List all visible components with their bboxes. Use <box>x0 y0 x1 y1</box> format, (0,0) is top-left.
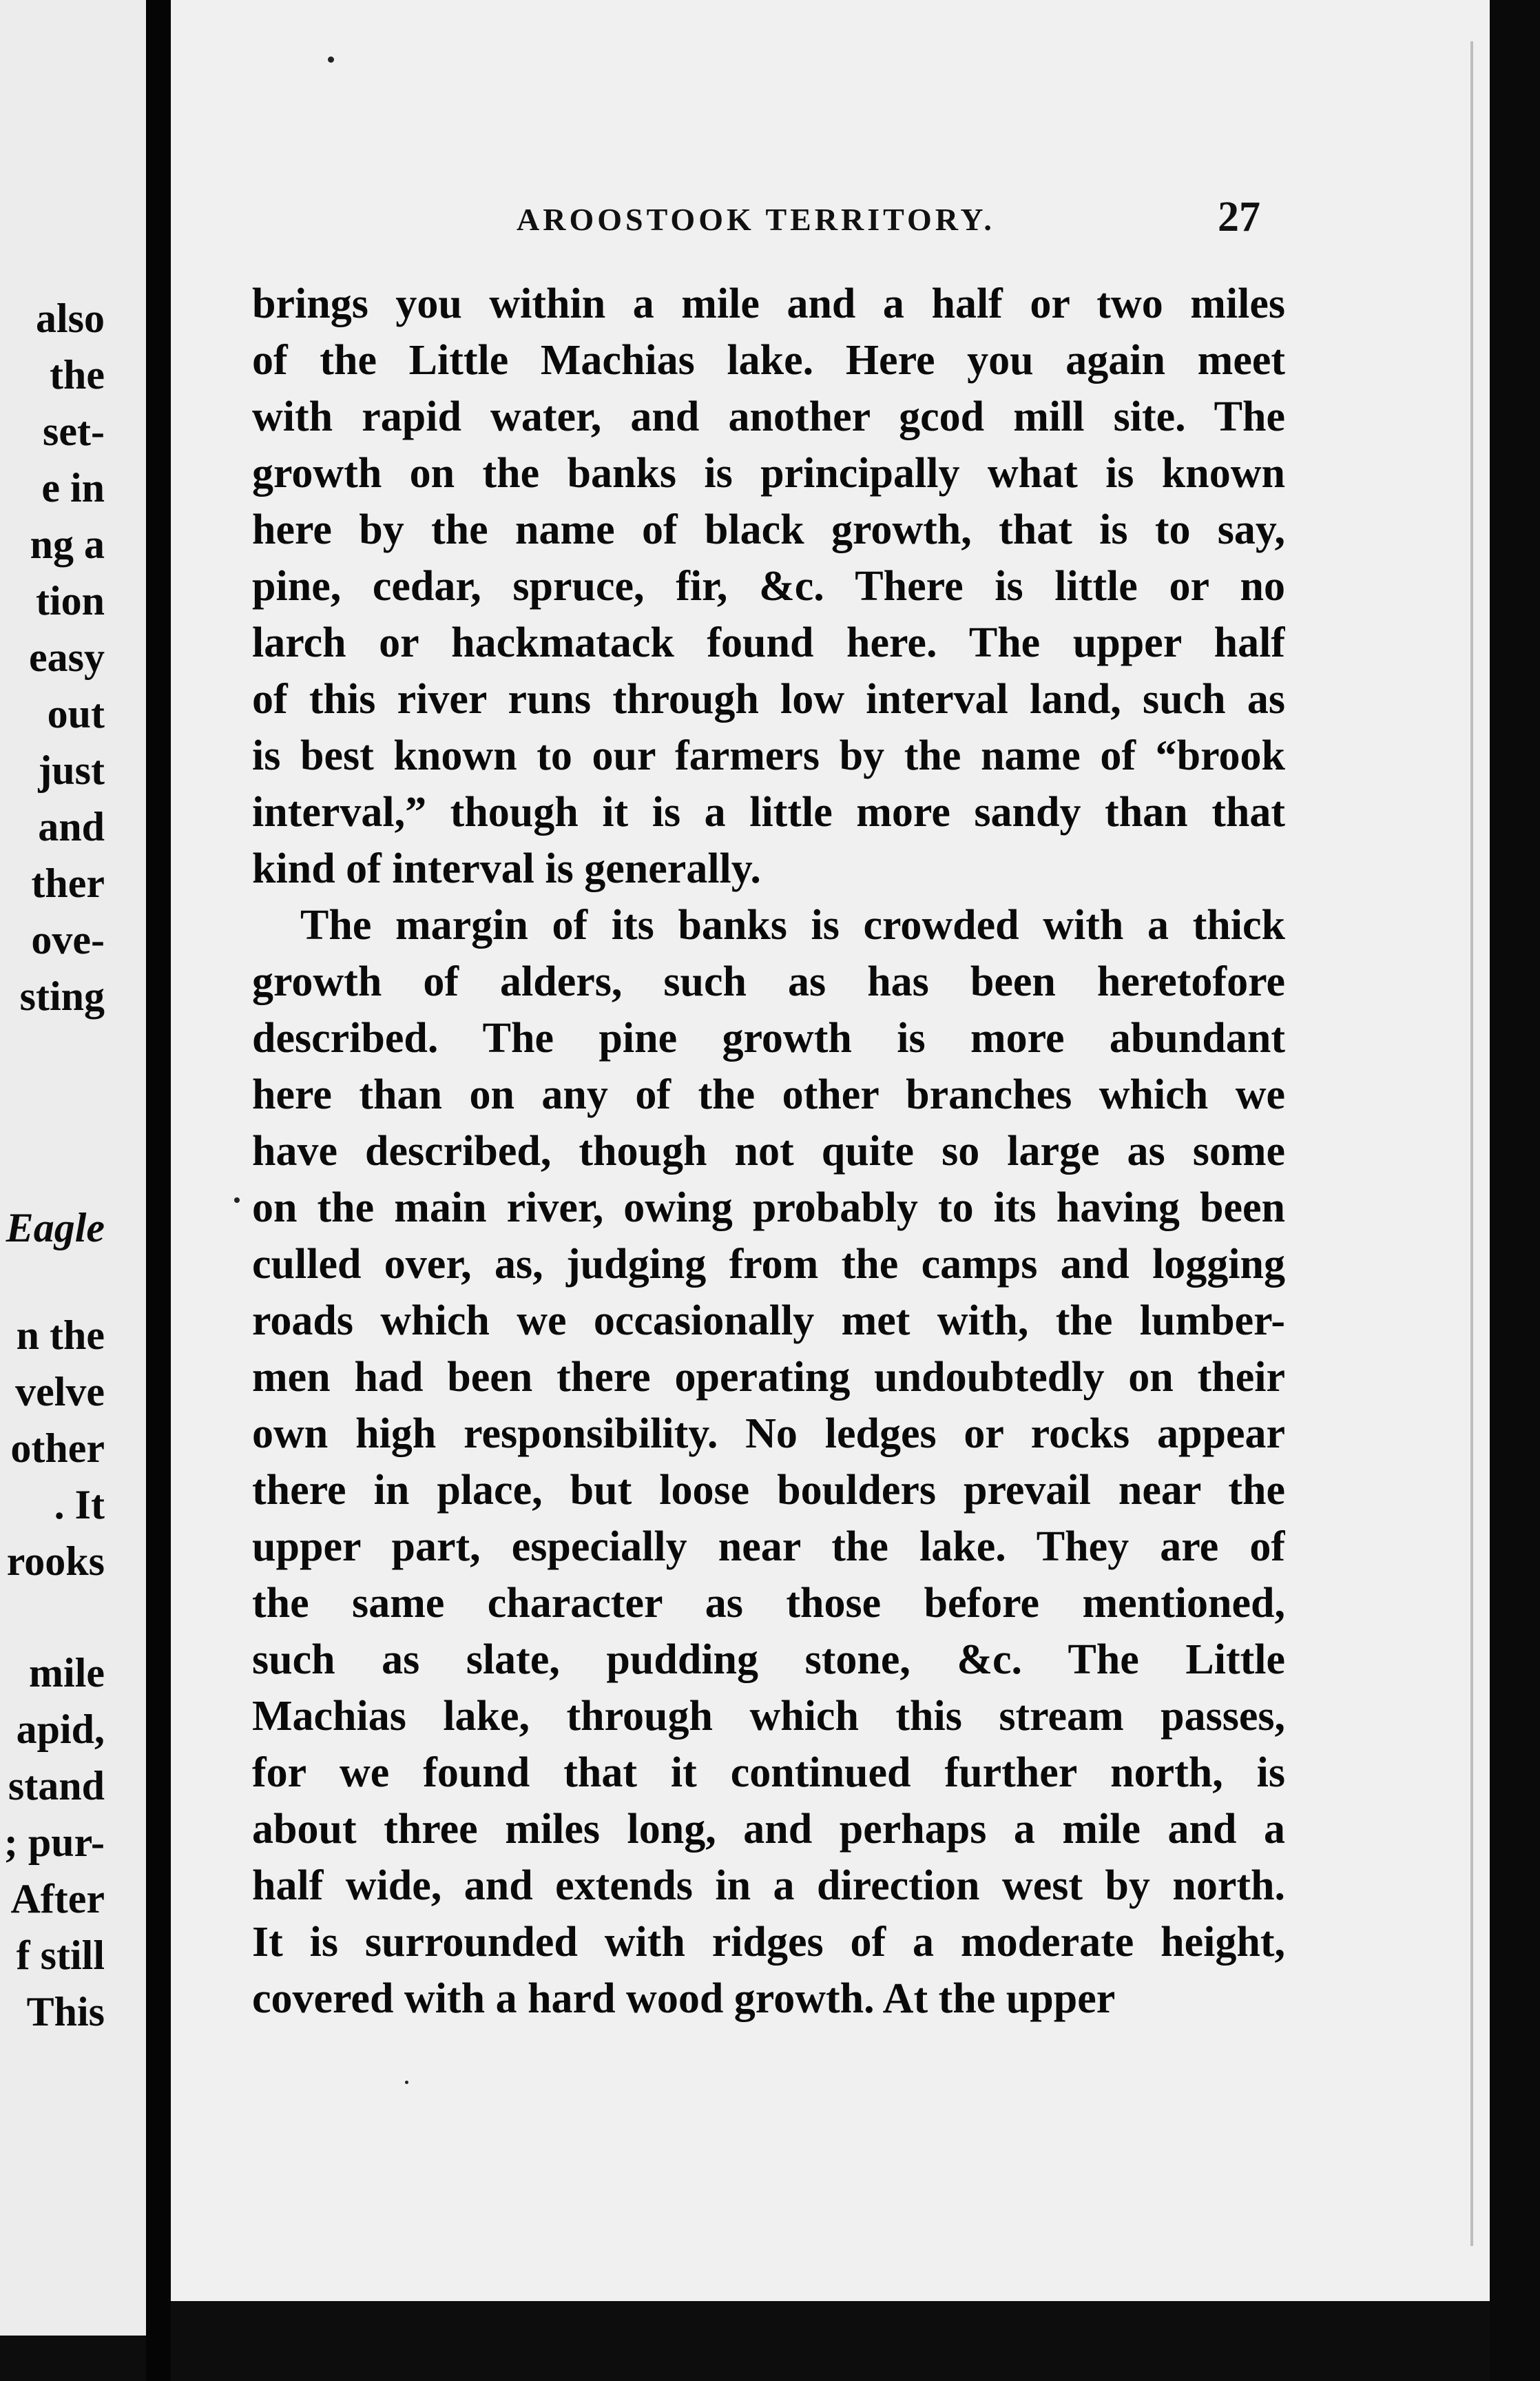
text-line: larch or hackmatack found here. The upper half <box>252 619 1285 666</box>
left-page-fragment: apid, <box>16 1707 105 1752</box>
left-page-fragment: f still <box>16 1932 105 1978</box>
left-page-text-fragments <box>0 0 146 2336</box>
text-line: The margin of its banks is crowded with a thick <box>300 902 1285 949</box>
left-page-fragment: out <box>47 691 105 736</box>
left-page-fragment: easy <box>29 635 105 680</box>
left-page-fragment: ng a <box>30 522 105 567</box>
left-page-fragment: ove- <box>31 917 105 962</box>
text-line: on the main river, owing probably to its having been <box>252 1184 1285 1231</box>
running-head: AROOSTOOK TERRITORY. <box>517 202 995 237</box>
left-page-fragment: the <box>50 352 105 398</box>
text-line: own high responsibility. No ledges or rocks appear <box>252 1410 1285 1457</box>
left-page-fragment: stand <box>8 1763 105 1808</box>
text-line: growth of alders, such as has been heretofore <box>252 958 1285 1005</box>
text-line: is best known to our farmers by the name of “brook <box>252 732 1285 779</box>
text-line: about three miles long, and perhaps a mile and a <box>252 1806 1285 1853</box>
left-page-fragment: also <box>35 296 105 341</box>
text-line: such as slate, pudding stone, &c. The Little <box>252 1636 1285 1683</box>
text-line: men had been there operating undoubtedly on their <box>252 1354 1285 1401</box>
left-facing-page <box>0 0 146 2336</box>
text-line: there in place, but loose boulders prevail near the <box>252 1467 1285 1514</box>
left-page-fragment: other <box>10 1425 105 1471</box>
text-line: the same character as those before mentioned, <box>252 1580 1285 1627</box>
text-line: culled over, as, judging from the camps and logging <box>252 1241 1285 1288</box>
left-page-fragment: tion <box>35 578 105 623</box>
left-page-fragment: ther <box>31 860 105 906</box>
left-page-fragment: After <box>10 1876 105 1921</box>
text-line: described. The pine growth is more abundant <box>252 1015 1285 1062</box>
text-line: here than on any of the other branches which we <box>252 1071 1285 1118</box>
ink-speck <box>234 1197 240 1203</box>
text-line: interval,” though it is a little more sandy than that <box>252 789 1285 836</box>
text-line: here by the name of black growth, that is to say, <box>252 506 1285 553</box>
body-text <box>252 276 1285 2027</box>
left-page-fragment: and <box>38 804 105 849</box>
ink-speck <box>328 56 334 63</box>
left-page-fragment: ; pur- <box>3 1820 105 1865</box>
text-line: of this river runs through low interval land, such as <box>252 676 1285 723</box>
text-line: of the Little Machias lake. Here you again meet <box>252 337 1285 384</box>
page-number: 27 <box>1218 194 1260 240</box>
text-line: pine, cedar, spruce, fir, &c. There is little or no <box>252 563 1285 610</box>
text-line: for we found that it continued further north, is <box>252 1749 1285 1796</box>
left-page-fragment: velve <box>15 1369 105 1414</box>
text-line: upper part, especially near the lake. They are of <box>252 1523 1285 1570</box>
text-line: Machias lake, through which this stream passes, <box>252 1693 1285 1740</box>
left-page-fragment: Eagle <box>6 1205 105 1250</box>
left-page-fragment: rooks <box>6 1538 105 1584</box>
book-page-edge <box>1490 0 1540 2381</box>
text-line: growth on the banks is principally what is known <box>252 450 1285 497</box>
page-edge-line <box>1470 41 1473 2246</box>
book-gutter <box>146 0 171 2381</box>
left-page-fragment: sting <box>19 973 105 1019</box>
text-line: have described, though not quite so large as some <box>252 1128 1285 1175</box>
text-line: with rapid water, and another gcod mill site. The <box>252 393 1285 440</box>
left-page-fragment: e in <box>41 465 105 511</box>
left-page-fragment: set- <box>43 409 105 454</box>
text-line: It is surrounded with ridges of a moderate height, <box>252 1919 1285 1966</box>
text-line: roads which we occasionally met with, the lumber- <box>252 1297 1285 1344</box>
left-page-fragment: This <box>26 1989 105 2034</box>
book-page <box>171 0 1490 2301</box>
left-page-fragment: n the <box>16 1312 105 1358</box>
left-page-fragment: mile <box>29 1650 105 1695</box>
text-line: brings you within a mile and a half or two miles <box>252 280 1285 327</box>
text-line: half wide, and extends in a direction west by north. <box>252 1862 1285 1909</box>
text-line: kind of interval is generally. <box>252 845 761 892</box>
ink-speck <box>405 2081 408 2084</box>
left-page-fragment: just <box>38 748 105 793</box>
left-page-fragment: . It <box>54 1482 105 1527</box>
text-line: covered with a hard wood growth. At the upper <box>252 1975 1116 2022</box>
